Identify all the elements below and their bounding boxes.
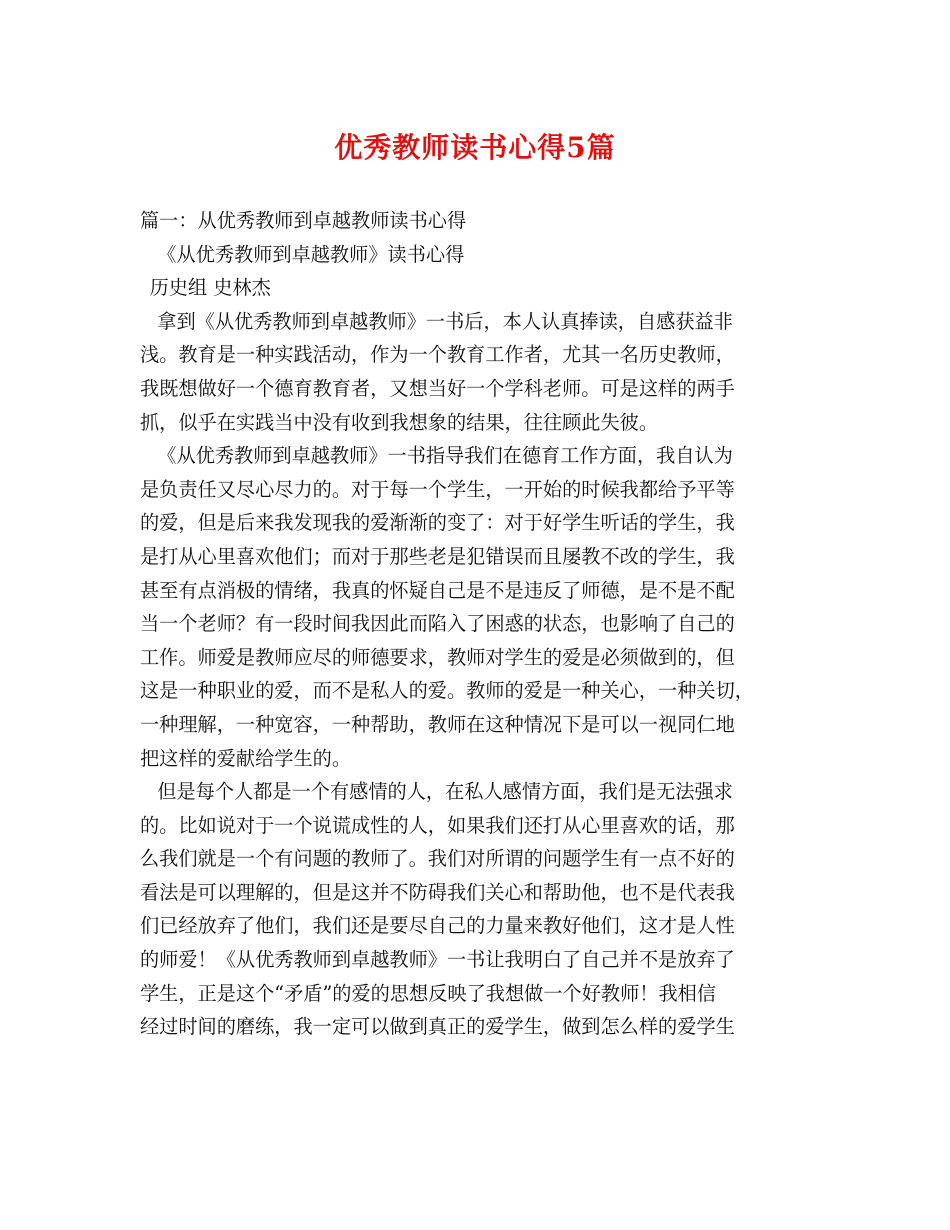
paragraph-line: 看法是可以理解的，但是这并不防碍我们关心和帮助他，也不是代表我 [140,880,735,904]
document-title: 优秀教师读书心得5篇 [334,131,616,164]
paragraph-line: 经过时间的磨练，我一定可以做到真正的爱学生，做到怎么样的爱学生 [140,1015,735,1039]
paragraph-line: 么我们就是一个有问题的教师了。我们对所谓的问题学生有一点不好的 [140,847,735,871]
paragraph-line: 学生，正是这个“矛盾”的爱的思想反映了我想做一个好教师！我相信 [140,981,717,1005]
paragraph-line: 是打从心里喜欢他们；而对于那些老是犯错误而且屡教不改的学生，我 [140,544,735,568]
paragraph-line: 的。比如说对于一个说谎成性的人，如果我们还打从心里喜欢的话，那 [140,813,735,837]
paragraph-line: 工作。师爱是教师应尽的师德要求，教师对学生的爱是必须做到的，但 [140,645,735,669]
paragraph-line: 抓，似乎在实践当中没有收到我想象的结果，往往顾此失彼。 [140,410,659,434]
paragraph-line: 们已经放弃了他们，我们还是要尽自己的力量来教好他们，这才是人性 [140,914,735,938]
paragraph-line: 的师爱！《从优秀教师到卓越教师》一书让我明白了自己并不是放弃了 [140,948,735,972]
paragraph-line: 《从优秀教师到卓越教师》一书指导我们在德育工作方面，我自认为 [157,444,733,468]
paragraph-1 [140,305,816,439]
paragraph-line: 浅。教育是一种实践活动，作为一个教育工作者，尤其一名历史教师， [140,343,735,367]
article-title: 《从优秀教师到卓越教师》读书心得 [157,242,465,266]
section-heading: 篇一：从优秀教师到卓越教师读书心得 [140,209,467,232]
paragraph-line: 把这样的爱献给学生的。 [140,746,352,770]
author-line: 历史组 史林杰 [149,276,271,300]
paragraph-line: 但是每个人都是一个有感情的人，在私人感情方面，我们是无法强求 [157,780,733,804]
paragraph-line: 我既想做好一个德育教育者，又想当好一个学科老师。可是这样的两手 [140,376,735,400]
paragraph-line: 是负责任又尽心尽力的。对于每一个学生，一开始的时候我都给予平等 [140,477,735,501]
paragraph-3 [140,775,816,1044]
paragraph-line: 拿到《从优秀教师到卓越教师》一书后，本人认真捧读，自感获益非 [157,309,733,333]
paragraph-line: 的爱，但是后来我发现我的爱渐渐的变了：对于好学生听话的学生，我 [140,511,735,535]
paragraph-line: 一种理解，一种宽容，一种帮助，教师在这种情况下是可以一视同仁地 [140,712,735,736]
paragraph-2 [140,439,816,775]
document-body [140,204,816,1044]
paragraph-line: 当一个老师？有一段时间我因此而陷入了困惑的状态，也影响了自己的 [140,612,735,636]
paragraph-line: 甚至有点消极的情绪，我真的怀疑自己是不是违反了师德，是不是不配 [140,578,735,602]
paragraph-line: 这是一种职业的爱，而不是私人的爱。教师的爱是一种关心，一种关切， [140,679,754,703]
